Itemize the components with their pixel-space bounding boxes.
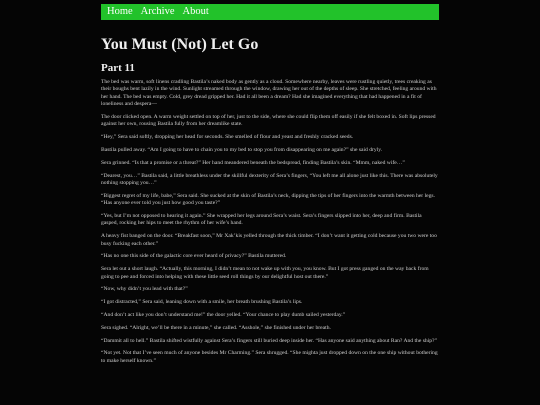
story-paragraph: “Now, why didn’t you lead with that?” <box>101 286 188 293</box>
nav-about-link[interactable]: About <box>182 6 209 17</box>
story-paragraph: Sera let out a short laugh. “Actually, this morning, I didn’t mean to not wake up with you, you know. But I got press ganged on the way back from going to pee and forced into helping with these little seed roll things by our delightful host out there.” <box>101 266 429 280</box>
story-paragraph: A heavy fist banged on the door. “Breakfast soon,” Mr Xak’kis yelled through the thick timber. “I don’t want it getting cold because you two were too busy fucking each other.” <box>101 233 437 247</box>
nav-archive-link[interactable]: Archive <box>140 6 175 17</box>
story-paragraph: “And don’t act like you don’t understand me!” the door yelled. “Your chance to play dumb sailed yesterday.” <box>101 312 346 319</box>
story-paragraph: Sera sighed. “Alright, we’ll be there in a minute,” she called. “Asshole,” she finished under her breath. <box>101 324 331 331</box>
story-body <box>101 79 439 365</box>
nav-home-link[interactable]: Home <box>107 6 133 17</box>
story-paragraph: “Not yet. Not that I’ve seen much of anyone besides Mr Charming.” Sera shrugged. “She mighta just dropped down on the one ship without bothering to make herself known.” <box>101 350 438 364</box>
page-container <box>101 4 439 371</box>
story-paragraph: “Hey,” Sera said softly, dropping her head for seconds. She smelled of flour and yeast and freshly cracked seeds. <box>101 134 354 141</box>
story-paragraph: “Yes, but I’m not opposed to hearing it again.” She wrapped her legs around Sera’s waist. Sera’s fingers slipped into her, deep and firm. Bastila gasped, rocking her hips to meet the rhythm of her wife’s hand. <box>101 213 422 227</box>
story-paragraph: “Has no one this side of the galactic core ever heard of privacy?” Bastila muttered. <box>101 253 287 260</box>
story-paragraph: “Dearest, you…” Bastila said, a little breathless under the skillful dexterity of Sera’s fingers, “You left me all alone just like this. There was absolutely nothing stopping you…” <box>101 172 438 187</box>
story-paragraph: The bed was warm, soft linens cradling Bastila’s naked body as gently as a cloud. Somewhere nearby, leaves were rustling quietly, trees creaking as their boughs bent lazily in the wind. Sunlight streamed through the window, drawing her out of the depths of sleep. She stretched, feeling around with her hand. The bed was empty. Cold, grey dread gripped her. Had it all been a dream? Had she imagined everything that had happened in a fit of loneliness and despera— <box>101 79 437 108</box>
top-nav <box>101 4 439 20</box>
story-paragraph: “Biggest regret of my life, babe,” Sera said. She sucked at the skin of Bastila’s neck, dipping the tips of her fingers into the warmth between her legs. “Has anyone ever told you just how good you taste?” <box>101 192 435 207</box>
story-paragraph: Bastila pulled away. “Am I going to have to chain you to my bed to stop you from disappearing on me again?” she said dryly. <box>101 147 383 154</box>
story-paragraph: “Dammit all to hell.” Bastila shifted wistfully against Sera’s fingers still buried deep inside her. “Has anyone said anything about Ran? And the ship?” <box>101 337 438 344</box>
story-paragraph: “I got distracted,” Sera said, leaning down with a smile, her breath brushing Bastila’s lips. <box>101 299 303 306</box>
story-title: You Must (Not) Let Go <box>101 36 259 53</box>
story-paragraph: Sera grinned. “Is that a promise or a threat?” Her hand meandered beneath the bedspread, finding Bastila’s skin. “Mmm, naked wife…” <box>101 159 405 166</box>
story-paragraph: The door clicked open. A warm weight settled on top of her, just to the side, where she could flip them off easily if she felt boxed in. Soft lips pressed against her own, rousing Bastila fully from her dreamlike state. <box>101 114 436 128</box>
part-heading: Part 11 <box>101 62 135 74</box>
